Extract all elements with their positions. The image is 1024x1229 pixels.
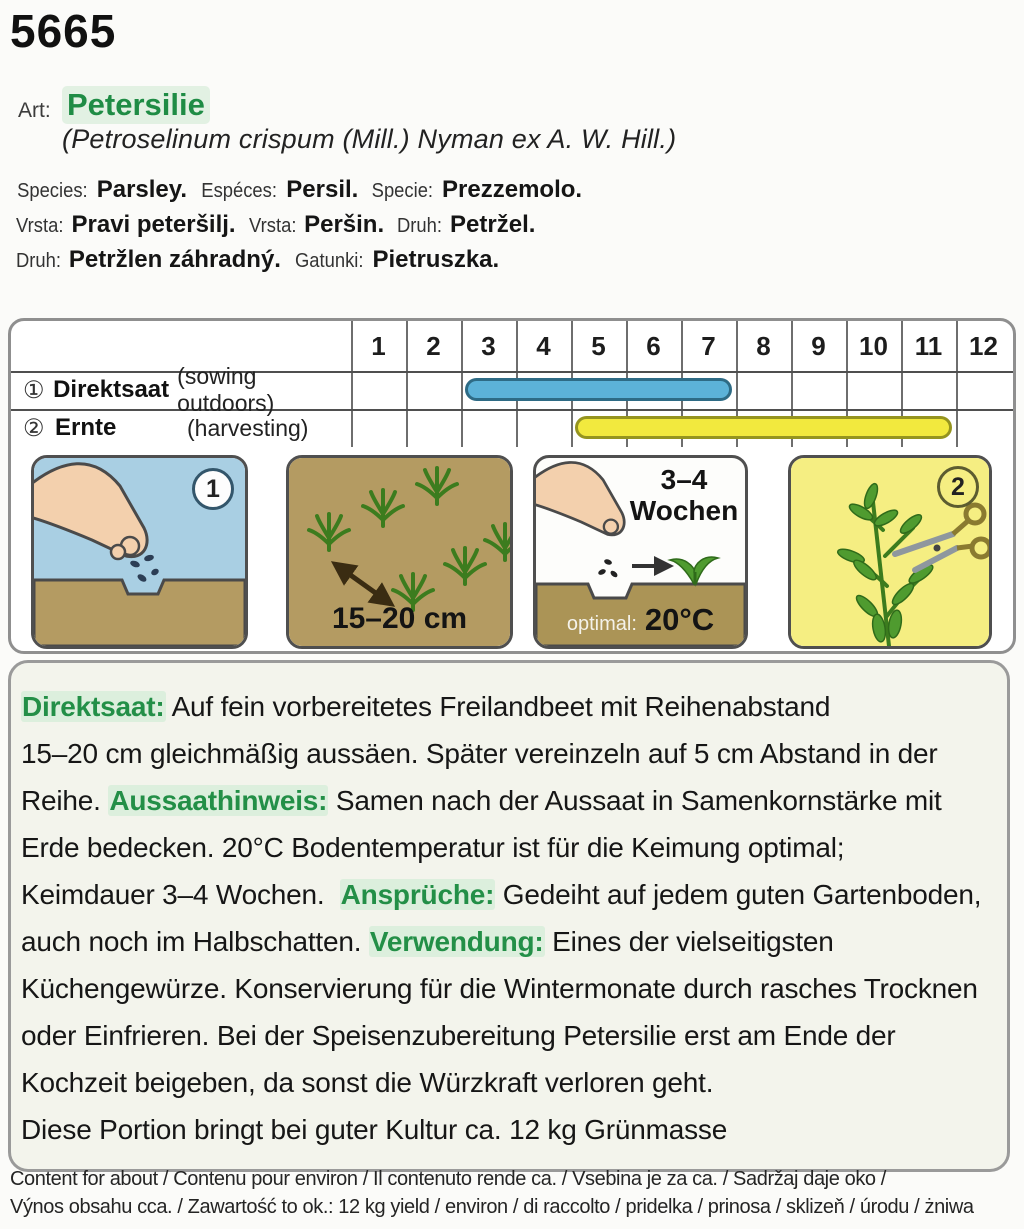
species-translations	[14, 172, 593, 277]
row-number-icon: ②	[23, 414, 45, 442]
month-header-cell: 8	[756, 331, 771, 361]
text-segment: Eines der vielseitigsten	[544, 926, 834, 957]
spacing-distance-label: 15–20 cm	[331, 602, 468, 635]
description-line	[21, 1106, 999, 1153]
month-header-cell: 3	[481, 331, 496, 361]
text-segment: Keimdauer 3–4 Wochen.	[21, 879, 340, 910]
species-line	[14, 242, 593, 277]
text-segment: oder Einfrieren. Bei der Speisenzubereitung Petersilie erst am Ende der	[21, 1020, 896, 1051]
species-label: Vrsta:	[248, 215, 297, 237]
keyword: Ansprüche:	[340, 879, 495, 910]
item-number: 5665	[10, 5, 117, 57]
weeks-unit: Wochen	[629, 495, 739, 526]
month-header-cell: 10	[859, 331, 888, 361]
text-segment: Diese Portion bringt bei guter Kultur ca. 12 kg Grünmasse	[21, 1114, 728, 1145]
pictogram-germination	[533, 455, 748, 649]
row-sublabel: (sowing outdoors)	[177, 363, 275, 416]
month-header-cell: 12	[969, 331, 998, 361]
column-grid-line	[406, 321, 408, 447]
art-label: Art:	[18, 99, 51, 122]
footer-line-2: Výnos obsahu cca. / Zawartość to ok.: 12 kg yield / environ / di raccolto / pridelka / prinosa / sklizeň / úrodu / żniwa	[10, 1196, 974, 1218]
text-segment: 15–20 cm gleichmäßig aussäen. Später vereinzeln auf 5 cm Abstand in der	[21, 738, 938, 769]
column-grid-line	[351, 321, 353, 447]
row-number-icon: ①	[23, 376, 45, 404]
footer-line-1: Content for about / Contenu pour environ / Il contenuto rende ca. / Vsebina je za ca. / Sadržaj daje oko /	[10, 1168, 886, 1190]
description-line	[21, 918, 999, 965]
pictogram-sowing	[31, 455, 248, 649]
botanical-name: (Petroselinum crispum (Mill.) Nyman ex A. W. Hill.)	[62, 124, 677, 154]
text-segment: auch noch im Halbschatten.	[21, 926, 369, 957]
text-segment: Samen nach der Aussaat in Samenkornstärke mit	[328, 785, 942, 816]
species-label: Species:	[17, 180, 88, 202]
species-label: Vrsta:	[16, 215, 64, 237]
species-value: Peršin.	[304, 211, 385, 238]
month-header-cell: 2	[426, 331, 441, 361]
cultivation-instructions	[8, 660, 1010, 1172]
description-line	[21, 1059, 999, 1106]
germination-duration-label	[622, 464, 746, 526]
month-header-cell: 1	[371, 331, 386, 361]
column-grid-line	[461, 321, 463, 447]
month-header-cell: 9	[811, 331, 826, 361]
calendar-row-label	[11, 363, 349, 416]
optimal-temperature-value: 20°C	[644, 602, 715, 637]
weeks-value: 3–4	[660, 464, 708, 495]
text-segment: Gedeiht auf jedem guten Gartenboden,	[495, 879, 982, 910]
keyword: Aussaathinweis:	[109, 785, 328, 816]
species-value: Petržlen záhradný.	[68, 246, 281, 273]
species-value: Pravi peteršilj.	[71, 211, 236, 238]
instruction-text	[21, 683, 999, 1153]
keyword: Direktsaat:	[22, 691, 165, 722]
description-line	[21, 871, 999, 918]
month-header-cell: 5	[591, 331, 606, 361]
species-label: Druh:	[397, 215, 443, 237]
species-line	[14, 172, 593, 207]
text-segment: Erde bedecken. 20°C Bodentemperatur ist für die Keimung optimal;	[21, 832, 845, 863]
text-segment: Auf fein vorbereitetes Freilandbeet mit Reihenabstand	[165, 691, 831, 722]
step-number-badge: 2	[937, 466, 979, 508]
species-value: Parsley.	[96, 176, 188, 203]
description-line	[21, 777, 999, 824]
keyword: Verwendung:	[369, 926, 544, 957]
species-value: Prezzemolo.	[442, 176, 583, 203]
species-label: Gatunki:	[294, 250, 364, 272]
description-line	[21, 730, 999, 777]
pictogram-spacing	[286, 455, 513, 649]
row-sublabel: (harvesting)	[187, 414, 309, 441]
species-value: Petržel.	[450, 211, 536, 238]
harvest-period-bar	[575, 416, 952, 439]
month-header-cell: 4	[536, 331, 551, 361]
text-segment: Kochzeit beigeben, da sonst die Würzkraft verloren geht.	[21, 1067, 714, 1098]
row-name: Direktsaat	[53, 376, 170, 403]
pictogram-harvest	[788, 455, 992, 649]
plant-name: Petersilie	[62, 86, 210, 124]
sowing-calendar	[11, 321, 1013, 447]
step-number-badge: 1	[192, 468, 234, 510]
description-line	[21, 683, 999, 730]
description-line	[21, 1012, 999, 1059]
month-header-cell: 11	[914, 331, 943, 361]
month-header-cell: 7	[701, 331, 716, 361]
calendar-row-label	[11, 409, 349, 447]
calendar-pictogram-box	[8, 318, 1016, 654]
column-grid-line	[956, 321, 958, 447]
species-label: Specie:	[371, 180, 434, 202]
description-line	[21, 824, 999, 871]
description-line	[21, 965, 999, 1012]
species-label: Espéces:	[201, 180, 277, 202]
text-segment: Reihe.	[21, 785, 109, 816]
text-segment: Küchengewürze. Konservierung für die Wintermonate durch rasches Trocknen	[21, 973, 978, 1004]
optimal-label: optimal:	[566, 613, 637, 635]
species-label: Druh:	[15, 250, 61, 272]
row-name: Ernte	[55, 414, 117, 441]
sowing-period-bar	[465, 378, 732, 401]
species-line	[14, 207, 593, 242]
species-value: Persil.	[286, 176, 359, 203]
species-value: Pietruszka.	[372, 246, 500, 273]
optimal-temperature	[536, 602, 745, 638]
month-header-cell: 6	[646, 331, 661, 361]
